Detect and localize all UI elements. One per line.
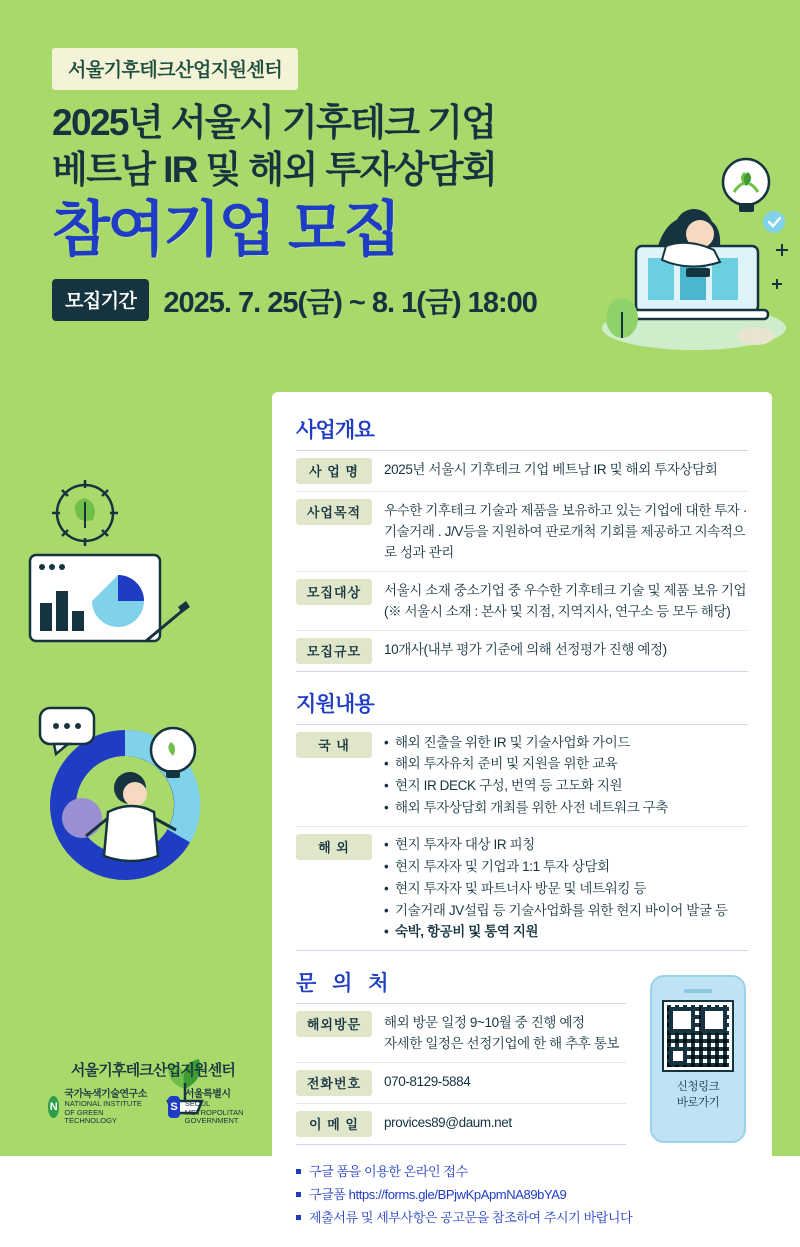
- notes-list: [296, 1161, 748, 1229]
- overseas-list: [384, 834, 728, 943]
- row-value-text: 해외 방문 일정 9~10월 중 진행 예정: [384, 1015, 585, 1031]
- nigt-logo-name: 국가녹색기술연구소: [64, 1088, 147, 1100]
- footer-title: 서울기후테크산업지원센터: [70, 1061, 236, 1079]
- section-title-overview: 사업개요: [296, 419, 374, 442]
- table-row: [296, 725, 748, 827]
- row-value-text: 우수한 기후테크 기술과 제품을 보유하고 있는 기업에 대한 투자 · 기술거래 . J/V등을 지원하여 판로개척 기회를 제공하고 지속적으로 성과 관리: [384, 503, 747, 560]
- sphere-decor: [62, 798, 102, 838]
- row-value: [384, 579, 748, 623]
- section-title-support: 지원내용: [296, 692, 374, 716]
- row-value: [384, 1011, 626, 1055]
- list-item: • 현지 투자자 및 기업과 1:1 투자 상담회: [384, 856, 728, 878]
- footer-logos: [48, 1089, 258, 1126]
- stone-decor: [738, 327, 774, 345]
- period-badge: 모집기간: [52, 279, 149, 321]
- row-value-email[interactable]: provices89@daum.net: [384, 1115, 512, 1131]
- row-value: [384, 499, 748, 564]
- domestic-list: [384, 732, 668, 819]
- hero-illustration: [596, 150, 786, 370]
- note-item-link[interactable]: 구글폼 https://forms.gle/BPjwKpApmNA89bYA9: [296, 1184, 748, 1207]
- qr-code-icon[interactable]: [664, 1002, 732, 1070]
- row-label: 이 메 일: [296, 1111, 372, 1137]
- row-label: 전화번호: [296, 1070, 372, 1096]
- overview-rows: [296, 450, 748, 672]
- qr-phone-card[interactable]: [650, 975, 746, 1143]
- person-illustration: [658, 209, 720, 267]
- center-badge: 서울기후테크산업지원센터: [52, 48, 298, 90]
- table-row: [296, 492, 748, 572]
- table-row: [296, 631, 748, 672]
- table-row: [296, 1004, 626, 1063]
- footer: [48, 1059, 258, 1126]
- table-row: [296, 572, 748, 631]
- period-text: 2025. 7. 25(금) ~ 8. 1(금) 18:00: [163, 286, 537, 319]
- row-label: 해외방문: [296, 1011, 372, 1037]
- bar-3: [72, 611, 84, 631]
- note-item: 제출서류 및 세부사항은 공고문을 참조하여 주시기 바랍니다: [296, 1207, 748, 1230]
- table-row: [296, 1104, 626, 1145]
- bar-1: [40, 603, 52, 631]
- bar-2: [56, 591, 68, 631]
- row-value-text: 10개사(내부 평가 기준에 의해 선정평가 진행 예정): [384, 641, 667, 657]
- nigt-logo-icon: N: [48, 1096, 59, 1118]
- list-item: • 숙박, 항공비 및 통역 지원: [384, 921, 728, 943]
- list-item: • 현지 투자자 대상 IR 피칭: [384, 834, 728, 856]
- table-row: [296, 451, 748, 492]
- info-card: [272, 392, 772, 1247]
- table-row: [296, 1063, 626, 1104]
- title-main: 참여기업 모집: [52, 196, 399, 264]
- title-line-2: 베트남 IR 및 해외 투자상담회: [52, 149, 497, 191]
- support-rows: [296, 724, 748, 952]
- qr-caption: [677, 1080, 719, 1111]
- plus-decor: [772, 244, 788, 289]
- row-value-phone[interactable]: 070-8129-5884: [384, 1074, 471, 1090]
- row-value-subtext: (※ 서울시 소재 : 본사 및 지점, 지역지사, 연구소 등 모두 해당): [384, 603, 731, 619]
- logo-seoul: [168, 1089, 258, 1126]
- qr-caption-line2: 바로가기: [676, 1096, 720, 1109]
- list-item: • 해외 진출을 위한 IR 및 기술사업화 가이드: [384, 732, 668, 754]
- row-value-text: 서울시 소재 중소기업 중 우수한 기후테크 기술 및 제품 보유 기업: [384, 582, 747, 598]
- qr-corner-icon: [669, 1047, 687, 1065]
- section-title-contact: 문 의 처: [296, 972, 394, 996]
- title-line-1: 2025년 서울시 기후테크 기업: [52, 102, 496, 143]
- list-item: • 해외 투자유치 준비 및 지원을 위한 교육: [384, 753, 668, 775]
- list-item: • 해외 투자상담회 개최를 위한 사전 네트워크 구축: [384, 797, 668, 819]
- row-value-text: 2025년 서울시 기후테크 기업 베트남 IR 및 해외 투자상담회: [384, 462, 718, 477]
- list-item: • 기술거래 JV설립 등 기술사업화를 위한 현지 바이어 발굴 등: [384, 900, 728, 922]
- row-value: [384, 458, 748, 481]
- plant-icon: [606, 298, 638, 338]
- contact-rows: [296, 1003, 626, 1145]
- row-label: 사업목적: [296, 499, 372, 525]
- row-label-domestic: 국 내: [296, 732, 372, 758]
- row-label-overseas: 해 외: [296, 834, 372, 860]
- phone-speaker: [684, 989, 712, 993]
- row-value: [384, 638, 748, 661]
- row-label: 모집대상: [296, 579, 372, 605]
- list-item: • 현지 투자자 및 파트너사 방문 및 네트워킹 등: [384, 878, 728, 900]
- seoul-logo-text: [185, 1089, 258, 1126]
- note-item: 구글 폼을 이용한 온라인 접수: [296, 1161, 748, 1184]
- logo-nigt: [48, 1089, 154, 1126]
- qr-caption-line1: 신청링크: [676, 1081, 720, 1094]
- support-section: [296, 688, 748, 952]
- row-label: 사 업 명: [296, 458, 372, 484]
- row-label: 모집규모: [296, 638, 372, 664]
- dashboard-illustration: [26, 545, 196, 670]
- list-item: • 현지 IR DECK 구성, 번역 등 고도화 지원: [384, 775, 668, 797]
- seoul-logo-icon: S: [168, 1096, 179, 1118]
- person-chart-illustration: [30, 700, 230, 905]
- contact-section: [296, 967, 748, 1145]
- lightbulb-icon: [723, 159, 769, 212]
- nigt-logo-sub: NATIONAL INSTITUTE OF GREEN TECHNOLOGY: [64, 1099, 142, 1126]
- check-circle-icon: [763, 211, 785, 233]
- table-row: [296, 827, 748, 951]
- seoul-logo-name: 서울특별시: [184, 1088, 231, 1100]
- seoul-logo-sub: SEOUL METROPOLITAN GOVERNMENT: [184, 1099, 244, 1126]
- nigt-logo-text: [64, 1089, 154, 1126]
- row-value-subtext: 자세한 일정은 선정기업에 한 해 추후 통보: [384, 1036, 620, 1052]
